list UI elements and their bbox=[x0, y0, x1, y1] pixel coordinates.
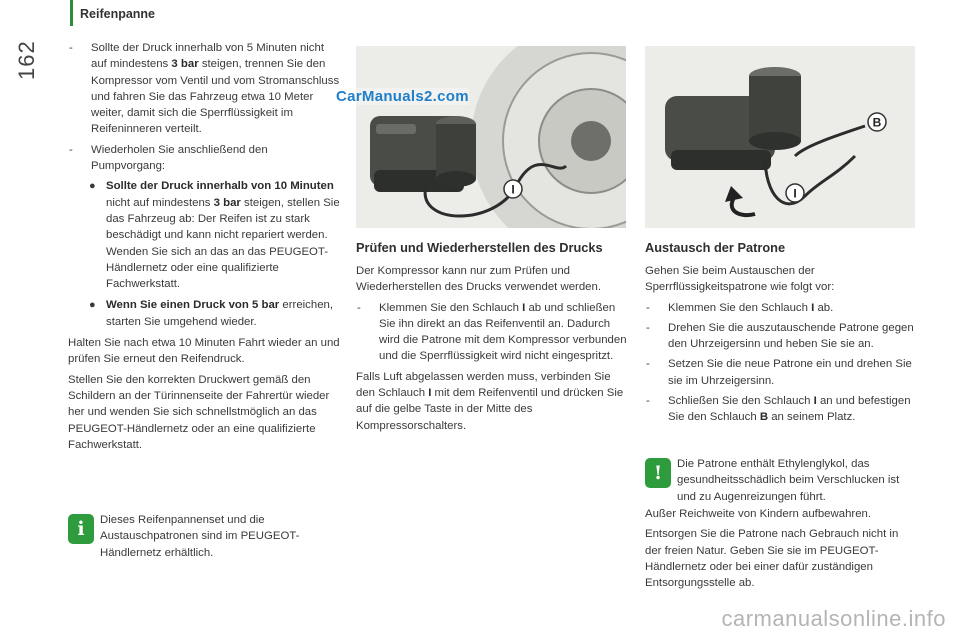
info-note: i Dieses Reifenpannenset und die Austauschpatronen sind im PEUGEOT-Händlernetz erhältlich. bbox=[68, 512, 340, 561]
watermark-text: CarManuals2.com bbox=[336, 88, 469, 105]
compressor-wheel-illustration bbox=[356, 46, 626, 228]
cartridge-exchange-photo bbox=[645, 46, 915, 228]
list-item: - Sollte der Druck innerhalb von 5 Minuten nicht auf mindestens 3 bar steigen, trennen Sie den Kompressor vom Ventil und vom Stromanschluss und fahren Sie das Fahrzeug etwa 10 Meter weiter, damit sich die Sperrflüssigkeit im Reifeninneren verteilt. bbox=[69, 42, 340, 136]
section-title-austausch: Austausch der Patrone bbox=[645, 240, 786, 255]
paragraph: Gehen Sie beim Austauschen der Sperrflüssigkeitspatrone wie folgt vor: bbox=[645, 265, 835, 294]
paragraph: Halten Sie nach etwa 10 Minuten Fahrt wieder an und prüfen Sie erneut den Reifendruck. bbox=[68, 337, 340, 366]
photo-label-i: I bbox=[793, 186, 797, 201]
list-item: - Wiederholen Sie anschließend den Pumpvorgang: bbox=[69, 143, 268, 173]
column-right bbox=[645, 263, 917, 430]
list-item: - Drehen Sie die auszutauschende Patrone gegen den Uhrzeigersinn und heben Sie sie an. bbox=[646, 321, 914, 351]
info-icon: i bbox=[68, 514, 94, 544]
bullet-item: ● Sollte der Druck innerhalb von 10 Minuten nicht auf mindestens 3 bar steigen, stellen Sie das Fahrzeug ab: Der Reifen ist zu stark beschädigt und kann nicht repariert werden. Wenden Sie sich an das an das PEUGEOT-Händlernetz oder eine qualifizierte Fachwerkstatt. bbox=[89, 180, 340, 291]
column-middle bbox=[356, 263, 632, 438]
list-item: - Setzen Sie die neue Patrone ein und drehen Sie sie im Uhrzeigersinn. bbox=[646, 358, 912, 387]
footer-watermark: carmanualsonline.info bbox=[721, 606, 946, 631]
photo-label-i: I bbox=[511, 182, 515, 197]
column-left bbox=[68, 40, 340, 457]
disposal-text bbox=[645, 506, 917, 595]
page-header-title: Reifenpanne bbox=[80, 7, 156, 21]
header-accent-bar bbox=[70, 0, 73, 26]
list-item: - Klemmen Sie den Schlauch I ab. bbox=[646, 301, 834, 314]
paragraph: Der Kompressor kann nur zum Prüfen und Wiederherstellen des Drucks verwendet werden. bbox=[356, 265, 602, 294]
paragraph: Außer Reichweite von Kindern aufbewahren. bbox=[645, 508, 872, 520]
compressor-on-wheel-photo bbox=[356, 46, 626, 228]
bullet-item: ● Wenn Sie einen Druck von 5 bar erreichen, starten Sie umgehend wieder. bbox=[89, 299, 334, 328]
paragraph: Falls Luft abgelassen werden muss, verbinden Sie den Schlauch I mit dem Reifenventil und drücken Sie auf die gelbe Taste in der Mitte des Kompressorschalters. bbox=[356, 370, 624, 432]
photo-label-b: B bbox=[872, 115, 882, 130]
warning-icon: ! bbox=[645, 458, 671, 488]
section-title-pruefen: Prüfen und Wiederherstellen des Drucks bbox=[356, 240, 603, 255]
paragraph: Stellen Sie den korrekten Druckwert gemäß den Schildern an der Türinnenseite der Fahrertür wieder her und wenden Sie sich schnellstmöglich an das PEUGEOT-Händlernetz oder an eine qualifizierte Fachwerkstatt. bbox=[68, 373, 330, 451]
list-item: - Schließen Sie den Schlauch I an und befestigen Sie den Schlauch B an seinem Platz. bbox=[646, 395, 911, 424]
cartridge-illustration bbox=[645, 46, 915, 228]
list-item: - Klemmen Sie den Schlauch I ab und schließen Sie ihn direkt an das Reifenventil an. Dadurch wird die Patrone mit dem Kompressor verbunden und die Sperrflüssigkeit wird nicht eingespritzt. bbox=[357, 301, 627, 363]
paragraph: Entsorgen Sie die Patrone nach Gebrauch nicht in der freien Natur. Geben Sie sie im PEUGEOT-Händlernetz oder bei einer dafür zuständigen Entsorgungsstelle ab. bbox=[645, 528, 899, 590]
page-number: 162 bbox=[14, 40, 39, 80]
warning-note: ! Die Patrone enthält Ethylenglykol, das gesundheitsschädlich beim Verschlucken ist und zu Augenreizungen führt. bbox=[645, 456, 917, 505]
